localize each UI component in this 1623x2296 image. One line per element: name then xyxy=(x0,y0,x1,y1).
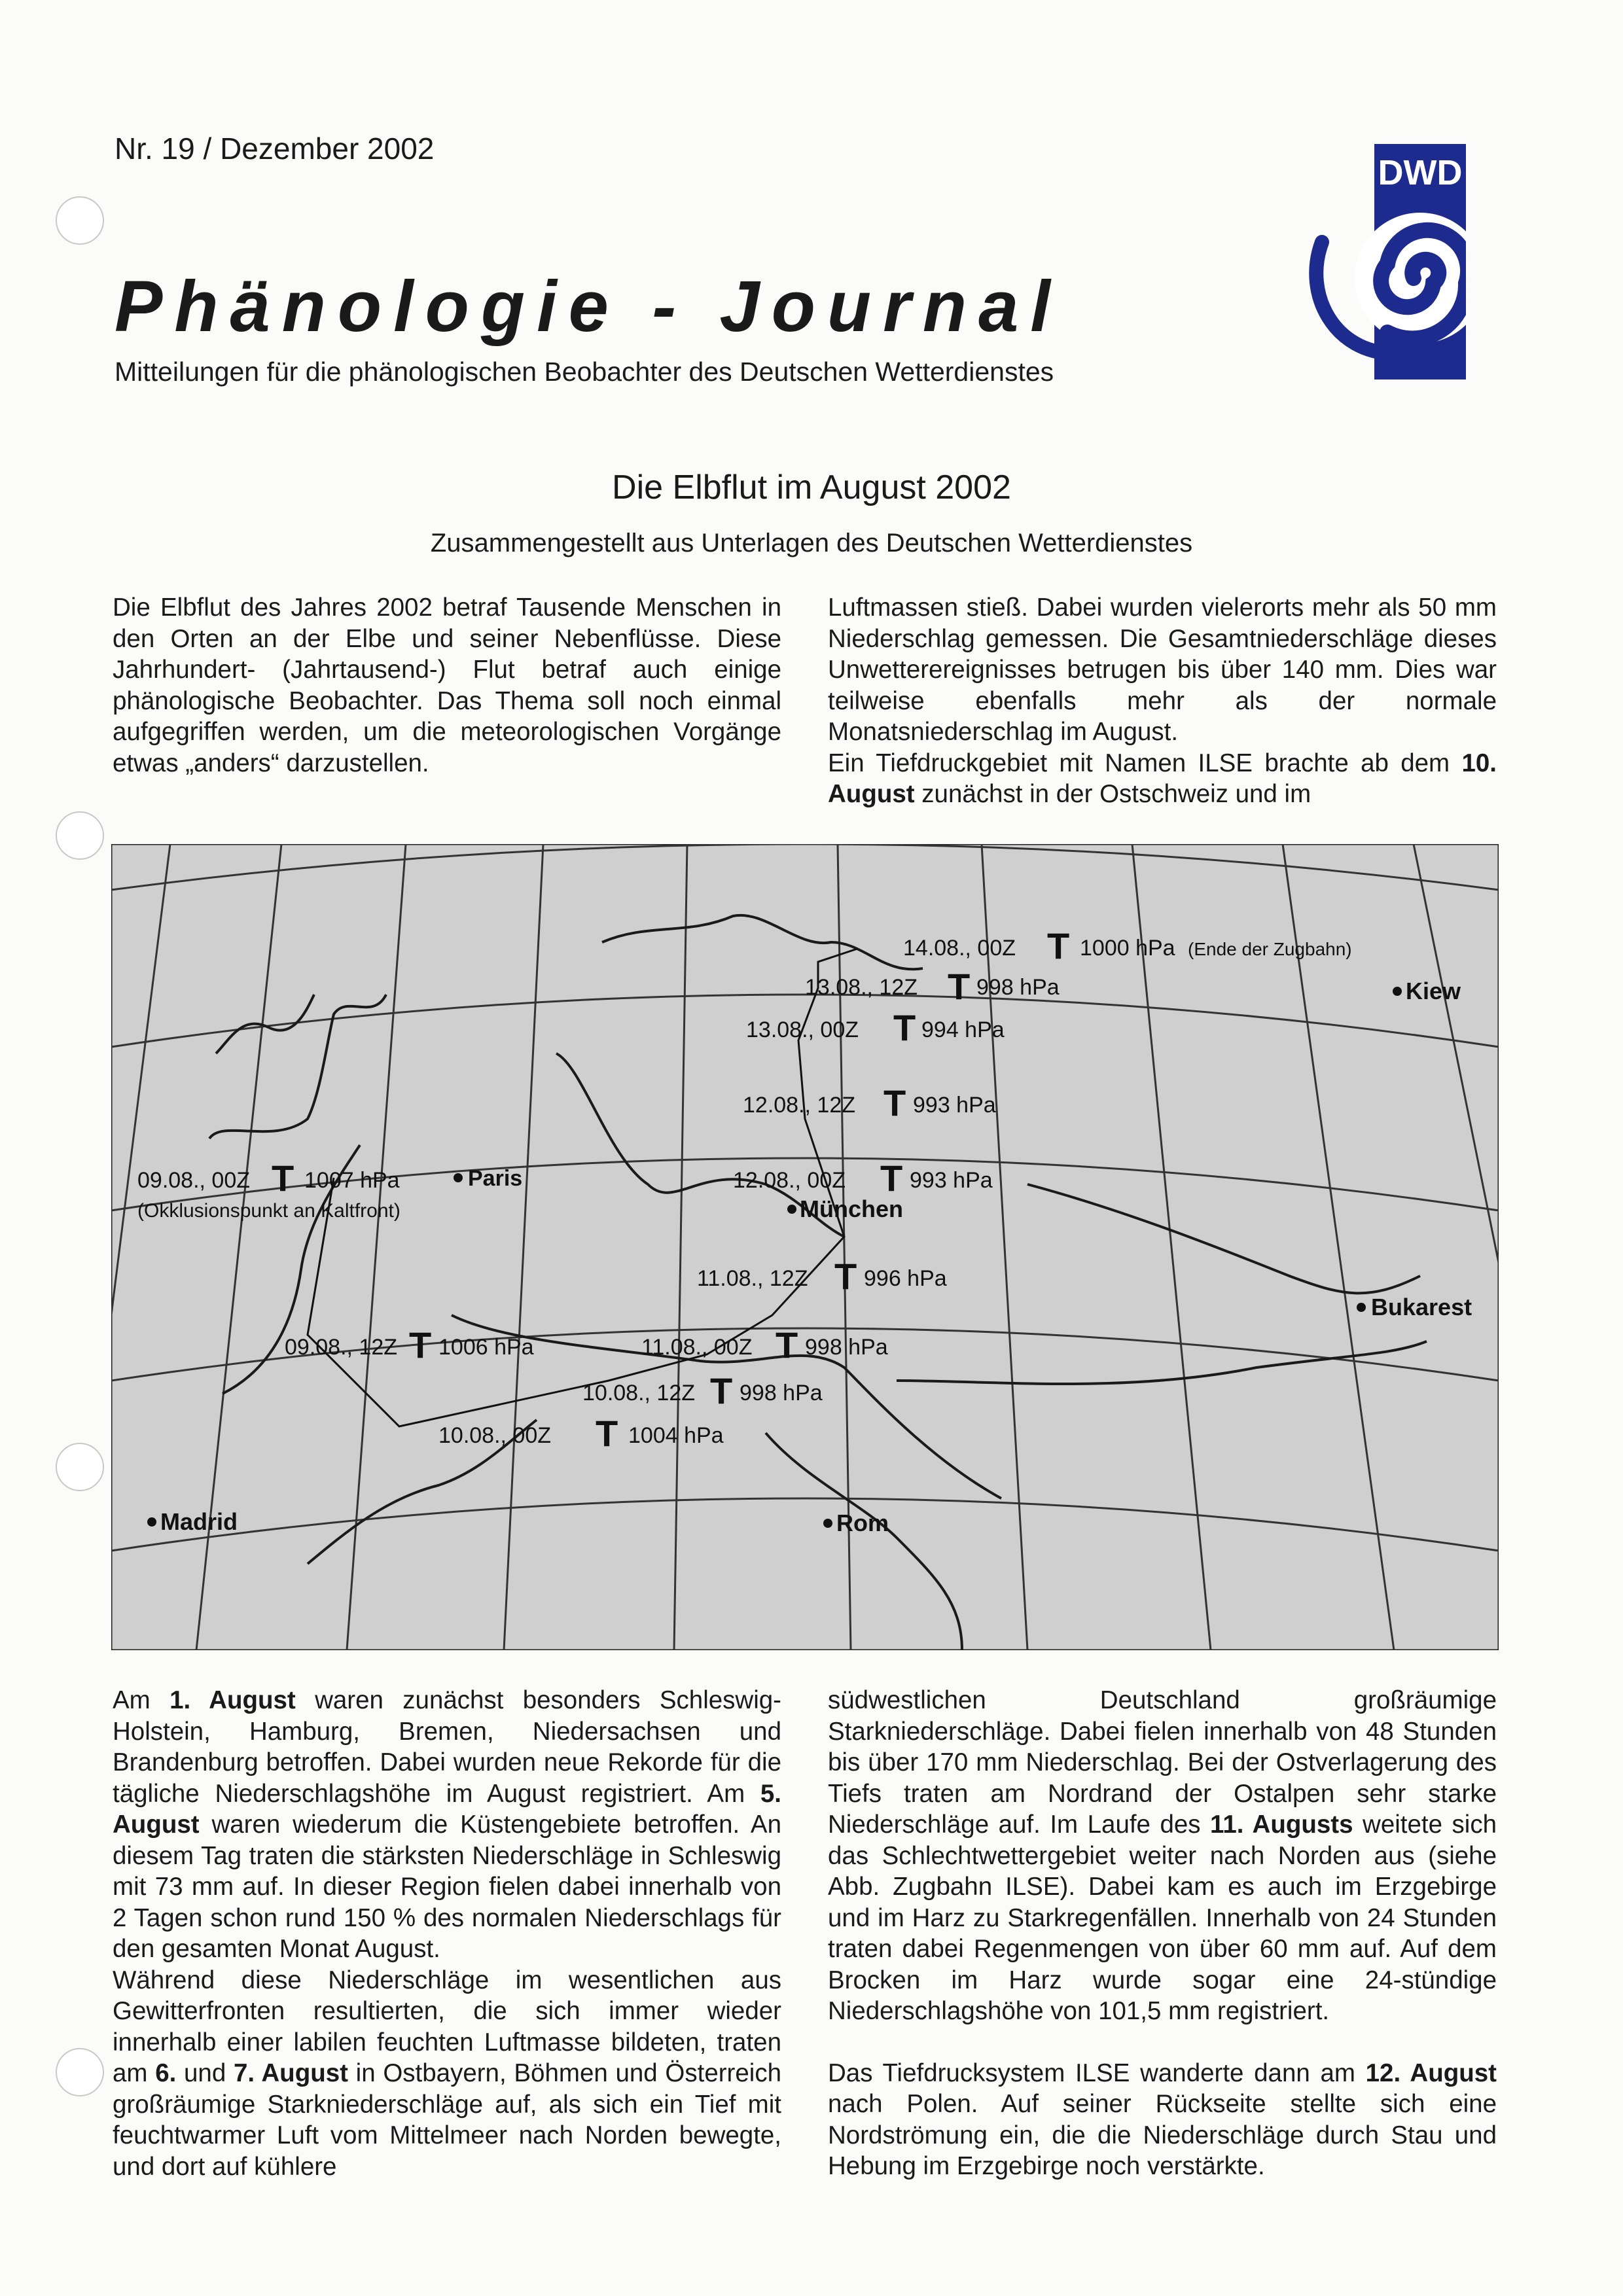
svg-text:11.08., 12Z: 11.08., 12Z xyxy=(697,1266,808,1291)
svg-text:(Okklusionspunkt an Kaltfront): (Okklusionspunkt an Kaltfront) xyxy=(137,1200,401,1222)
svg-text:09.08., 00Z: 09.08., 00Z xyxy=(137,1168,251,1193)
city-label: Paris xyxy=(468,1166,523,1191)
svg-text:10.08., 00Z: 10.08., 00Z xyxy=(438,1423,552,1448)
paragraph: Am 1. August waren zunächst besonders Schleswig-Holstein, Hamburg, Bremen, Niedersachsen und Brandenburg betroffen. Dabei wurden neue Rekorde für die tägliche Niederschlagshöhe im August registriert. Am 5. August waren wiederum die Küstengebiete betroffen. An diesem Tag traten die stärksten Niederschläge in Schleswig mit 73 mm auf. In dieser Region fielen dabei innerhalb von 2 Tagen schon rund 150 % des normalen Niederschlags für den gesamten Monat August. xyxy=(113,1686,782,1963)
svg-text:1000 hPa: 1000 hPa xyxy=(1080,936,1175,961)
journal-title: Phänologie - Journal xyxy=(115,266,1062,347)
intro-right-column xyxy=(828,592,1497,810)
journal-subtitle: Mitteilungen für die phänologischen Beobachter des Deutschen Wetterdienstes xyxy=(115,357,1054,387)
city-dot xyxy=(823,1519,832,1528)
svg-text:11.08., 00Z: 11.08., 00Z xyxy=(641,1335,753,1360)
city-label: Bukarest xyxy=(1371,1294,1472,1320)
svg-text:(Ende der Zugbahn): (Ende der Zugbahn) xyxy=(1188,939,1352,959)
svg-text:998 hPa: 998 hPa xyxy=(740,1381,823,1405)
bottom-right-column xyxy=(828,1685,1497,2182)
paragraph: Luftmassen stieß. Dabei wurden vielerorts mehr als 50 mm Niederschlag gemessen. Die Gesamtniederschläge dieses Unwetterereignisses betrugen bis über 140 mm. Dies war teilweise ebenfalls mehr als der normale Monatsniederschlag im August. xyxy=(828,593,1497,746)
city-label: Madrid xyxy=(160,1508,238,1535)
svg-text:12.08., 00Z: 12.08., 00Z xyxy=(733,1168,846,1193)
svg-text:993 hPa: 993 hPa xyxy=(910,1168,993,1193)
punch-hole xyxy=(56,811,104,860)
svg-text:T: T xyxy=(710,1370,733,1411)
svg-text:T: T xyxy=(776,1324,798,1366)
intro-left-column xyxy=(113,592,781,779)
city-label: Kiew xyxy=(1406,978,1461,1004)
city-dot xyxy=(787,1205,796,1214)
article-subtitle: Zusammengestellt aus Unterlagen des Deutschen Wetterdienstes xyxy=(430,529,1193,557)
city-label: München xyxy=(800,1195,903,1222)
svg-text:T: T xyxy=(948,966,971,1007)
svg-text:1004 hPa: 1004 hPa xyxy=(628,1423,724,1448)
dwd-logo xyxy=(1309,144,1466,380)
svg-text:14.08., 00Z: 14.08., 00Z xyxy=(903,936,1016,961)
svg-text:09.08., 12Z: 09.08., 12Z xyxy=(285,1335,398,1360)
city-label: Rom xyxy=(836,1510,889,1536)
svg-text:998 hPa: 998 hPa xyxy=(805,1335,888,1360)
svg-text:994 hPa: 994 hPa xyxy=(921,1017,1005,1042)
svg-text:T: T xyxy=(409,1324,432,1366)
paragraph: Das Tiefdrucksystem ILSE wanderte dann am 12. August nach Polen. Auf seiner Rückseite stellte sich eine Nordströmung ein, die die Niederschläge durch Stau und Hebung im Erzgebirge noch verstärkte. xyxy=(828,2058,1497,2180)
storm-track-map xyxy=(111,844,1499,1650)
svg-text:998 hPa: 998 hPa xyxy=(976,975,1060,1000)
svg-text:T: T xyxy=(880,1157,903,1199)
svg-text:993 hPa: 993 hPa xyxy=(913,1093,996,1118)
city-dot xyxy=(1393,987,1402,996)
city-dot xyxy=(147,1517,156,1527)
svg-text:1007 hPa: 1007 hPa xyxy=(304,1168,400,1193)
punch-hole xyxy=(56,1443,104,1491)
svg-text:10.08., 12Z: 10.08., 12Z xyxy=(582,1381,696,1405)
bottom-left-column xyxy=(113,1685,781,2182)
svg-text:T: T xyxy=(834,1256,857,1297)
paragraph: Während diese Niederschläge im wesentlichen aus Gewitterfronten resultierten, die sich immer wieder innerhalb einer labilen feuchten Luftmasse bildeten, traten am 6. und 7. August in Ostbayern, Böhmen und Österreich großräumige Starkniederschläge auf, als sich ein Tief mit feuchtwarmer Luft vom Mittelmeer nach Norden bewegte, und dort auf kühlere xyxy=(113,1966,782,2181)
punch-hole xyxy=(56,196,104,245)
punch-hole xyxy=(56,2048,104,2096)
svg-text:DWD: DWD xyxy=(1378,153,1463,192)
city-dot xyxy=(1357,1303,1366,1312)
city-dot xyxy=(454,1173,463,1182)
paragraph: Ein Tiefdruckgebiet mit Namen ILSE brachte ab dem 10. August zunächst in der Ostschweiz und im xyxy=(828,749,1497,808)
paragraph: südwestlichen Deutschland großräumige Starkniederschläge. Dabei fielen innerhalb von 48 Stunden bis über 170 mm Niederschlag. Bei der Ostverlagerung des Tiefs traten am Nordrand der Ostalpen sehr starke Niederschläge auf. Im Laufe des 11. Augusts weitete sich das Schlechtwettergebiet weiter nach Norden aus (siehe Abb. Zugbahn ILSE). Dabei kam es auch im Erzgebirge und im Harz zu Starkregenfällen. Innerhalb von 24 Stunden traten dabei Regenmengen von über 60 mm auf. Auf dem Brocken im Harz wurde sogar eine 24-stündige Niederschlagshöhe von 101,5 mm registriert. xyxy=(828,1686,1497,2025)
svg-text:T: T xyxy=(1047,925,1070,966)
svg-text:T: T xyxy=(883,1082,906,1123)
svg-text:T: T xyxy=(893,1007,916,1048)
svg-text:13.08., 12Z: 13.08., 12Z xyxy=(805,975,918,1000)
issue-number: Nr. 19 / Dezember 2002 xyxy=(115,132,435,166)
svg-text:T: T xyxy=(596,1413,618,1454)
svg-text:12.08., 12Z: 12.08., 12Z xyxy=(743,1093,856,1118)
paragraph: Die Elbflut des Jahres 2002 betraf Tausende Menschen in den Orten an der Elbe und seiner Nebenflüsse. Diese Jahrhundert- (Jahrtausend-) Flut betraf auch einige phänologische Beobachter. Das Thema soll noch einmal aufgegriffen werden, um die meteorologischen Vorgänge etwas „anders“ darzustellen. xyxy=(113,593,781,777)
svg-text:996 hPa: 996 hPa xyxy=(864,1266,947,1291)
article-title: Die Elbflut im August 2002 xyxy=(612,468,1011,506)
svg-text:T: T xyxy=(272,1157,294,1199)
svg-text:13.08., 00Z: 13.08., 00Z xyxy=(746,1017,859,1042)
svg-text:1006 hPa: 1006 hPa xyxy=(438,1335,534,1360)
